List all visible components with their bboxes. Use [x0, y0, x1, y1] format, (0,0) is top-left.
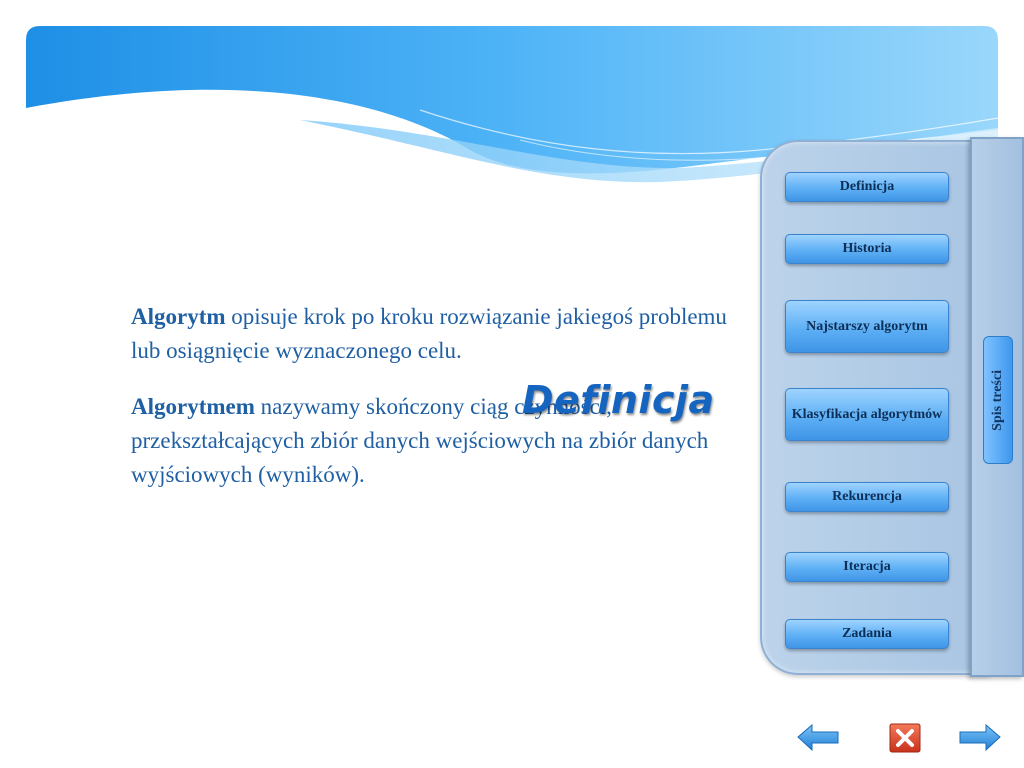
close-icon[interactable]	[889, 723, 921, 753]
arrow-right-icon[interactable]	[958, 722, 1002, 752]
toc-label: Spis treści	[990, 369, 1005, 431]
menu-item-rekurencja[interactable]: Rekurencja	[785, 482, 949, 512]
term-algorytm: Algorytm	[131, 304, 226, 329]
menu-item-zadania[interactable]: Zadania	[785, 619, 949, 649]
definition-text-2: nazywamy skończony ciąg czynności, przekształcających zbiór danych wejściowych na zbiór danych wyjściowych (wyników).	[131, 394, 709, 487]
toc-toggle-button[interactable]	[983, 336, 1013, 464]
definition-text-1: opisuje krok po kroku rozwiązanie jakiegoś problemu lub osiągnięcie wyznaczonego celu.	[131, 304, 727, 363]
menu-item-definicja[interactable]: Definicja	[785, 172, 949, 202]
term-algorytmem: Algorytmem	[131, 394, 255, 419]
menu-item-klasyfikacja[interactable]: Klasyfikacja algorytmów	[785, 388, 949, 441]
arrow-left-icon[interactable]	[796, 722, 840, 752]
slide-title: Definicja	[522, 378, 715, 422]
menu-item-historia[interactable]: Historia	[785, 234, 949, 264]
menu-item-najstarszy-algorytm[interactable]: Najstarszy algorytm	[785, 300, 949, 353]
menu-item-iteracja[interactable]: Iteracja	[785, 552, 949, 582]
definition-paragraph-1	[131, 300, 741, 368]
